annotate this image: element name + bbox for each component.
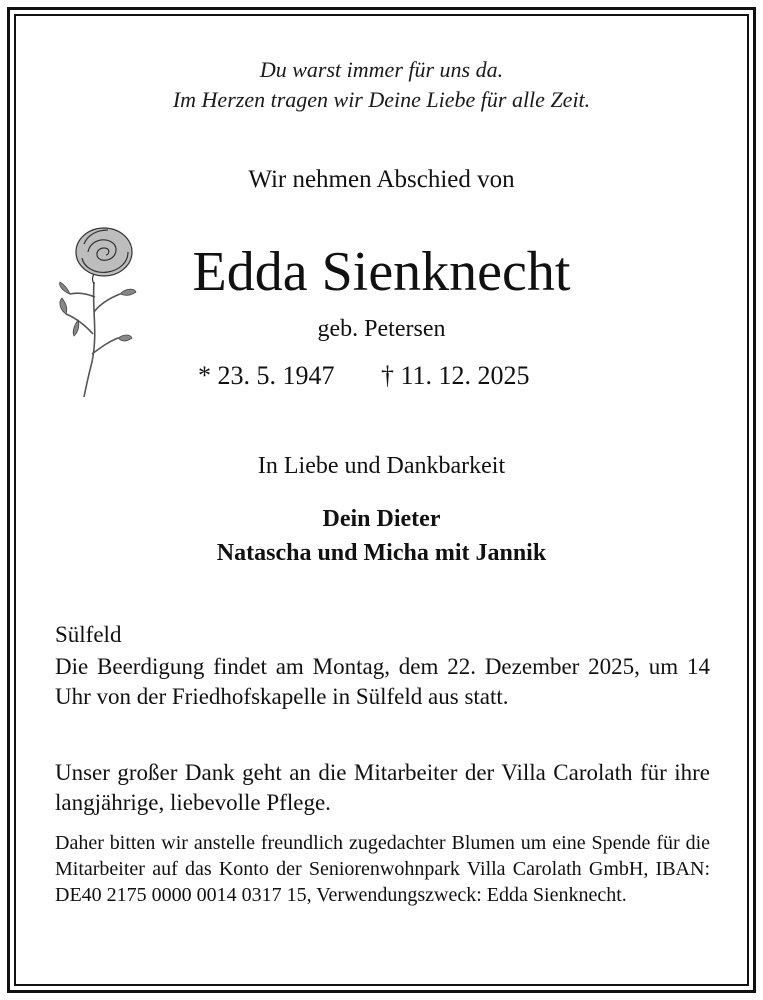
- motto: [0, 55, 763, 115]
- mourner-line: Dein Dieter: [322, 506, 441, 532]
- town: Sülfeld: [55, 622, 122, 647]
- motto-line-1: Du warst immer für uns da.: [259, 57, 504, 82]
- mourner-line: Natascha und Micha mit Jannik: [216, 540, 547, 566]
- deceased-name-text: Edda Sienknecht: [192, 241, 571, 303]
- birth-date: * 23. 5. 1947: [198, 361, 335, 390]
- birth-name: geb. Petersen: [317, 316, 446, 342]
- donation-text: Daher bitten wir anstelle freundlich zugedachter Blumen um eine Spende für die Mitarbeiter auf das Konto der Seniorenwohnpark Villa Carolath GmbH, IBAN: DE40 2175 0000 0014 0317 15, Verwendungszweck: Edda Sienknecht.: [55, 832, 710, 906]
- gratitude-text: Unser großer Dank geht an die Mitarbeiter der Villa Carolath für ihre langjährige, liebevolle Pflege.: [55, 760, 710, 815]
- motto-line-2: Im Herzen tragen wir Deine Liebe für alle Zeit.: [172, 87, 591, 112]
- thanks-line: In Liebe und Dankbarkeit: [257, 453, 506, 479]
- mourners: [0, 502, 763, 570]
- funeral-info: Die Beerdigung findet am Montag, dem 22. Dezember 2025, um 14 Uhr von der Friedhofskapelle in Sülfeld aus statt.: [55, 654, 710, 709]
- death-date: † 11. 12. 2025: [381, 361, 530, 390]
- life-dates: [198, 360, 598, 392]
- deceased-name: [0, 236, 763, 308]
- intro-text: Wir nehmen Abschied von: [248, 166, 515, 193]
